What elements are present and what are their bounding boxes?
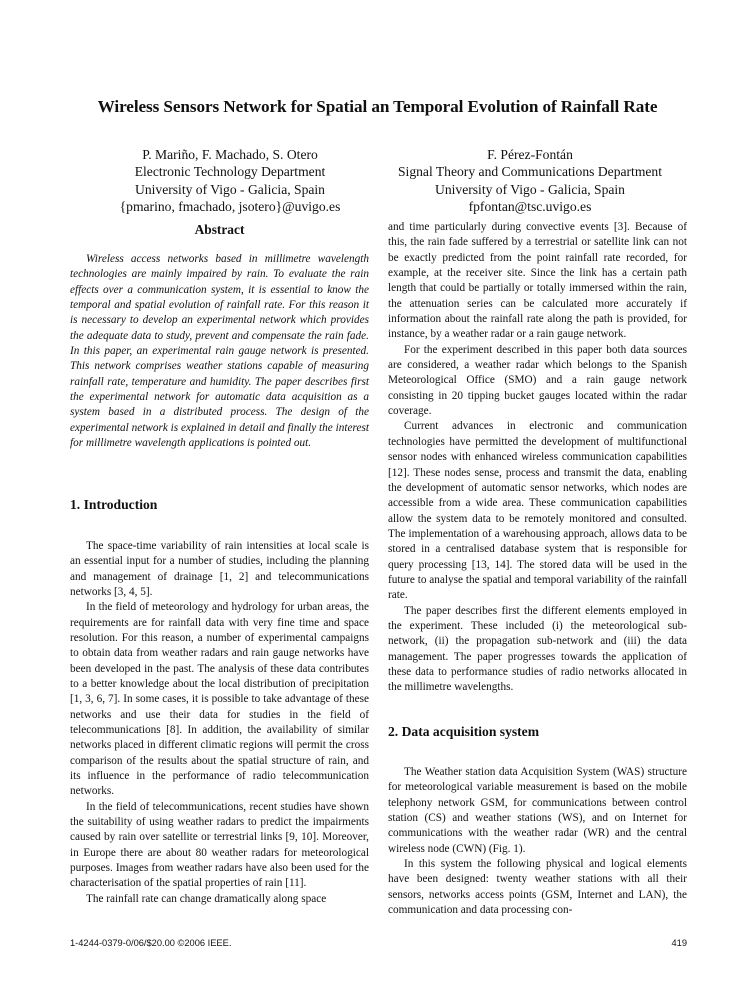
author-email: {pmarino, fmachado, jsotero}@uvigo.es [119,198,341,214]
paragraph: The Weather station data Acquisition System (WAS) structure for meteorological variable measurement is based on the mobile telephony network GSM, for communications between control station (CS) and weather stations (WS), and on Internet for communications with the weather radar (WR) and the central wireless node (CWN) (Fig. 1). [388,766,687,855]
paragraph: For the experiment described in this paper both data sources are considered, a weather radar which belongs to the Spanish Meteorological Office (SMO) and a rain gauge network consisting in 20 tipping bucket gauges located within the radar coverage. [388,343,687,418]
author-email: fpfontan@tsc.uvigo.es [468,198,592,214]
author-department: Signal Theory and Communications Department [397,164,663,180]
paragraph: In the field of telecommunications, recent studies have shown the suitability of using weather radars to predict the impairments caused by rain over satellite or terrestrial links [9, 10]. Moreover, in Europe there are about 80 weather radars for meteorological purposes. Images from weather radars have also been used for the characterisation of the spatial properties of rain [11]. [70,800,369,890]
paragraph: The space-time variability of rain intensities at local scale is an essential input for a number of studies, including the planning and management of drainage [1, 2] and telecommunications networks [3, 4, 5]. [70,539,369,598]
abstract [70,252,369,451]
abstract-heading: Abstract [194,222,245,237]
paragraph: In the field of meteorology and hydrology for urban areas, the requirements are for rainfall data with very fine time and space resolution. For this reason, a number of experimental campaigns to obtain data from weather radars and rain gauge networks have been developed in the past. The analysis of these data contributes to a better knowledge about the local distribution of precipitation [1, 3, 6, 7]. In some cases, it is possible to take advantage of these networks and use their data for studies in the field of telecommunications [8]. In addition, the availability of similar networks placed in different climatic regions will permit the cross comparison of the results about the spatial structure of rain, and its influence in the performance of radio telecommunication networks. [70,601,369,798]
author-department: Electronic Technology Department [134,164,326,180]
paragraph: In this system the following physical and logical elements have been designed: twenty weather stations with all their sensors, networks access points (GSM, Internet and LAN), the communication and data processing con- [388,858,687,917]
section-heading-data-acquisition: 2. Data acquisition system [388,723,540,739]
author-affiliation: University of Vigo - Galicia, Spain [135,181,325,197]
copyright-notice: 1-4244-0379-0/06/$20.00 ©2006 IEEE. [70,938,232,948]
author-names: P. Mariño, F. Machado, S. Otero [142,147,318,162]
right-column [388,220,687,918]
author-block-2 [360,146,700,215]
left-column [70,222,369,907]
page-number: 419 [671,938,687,948]
paragraph: The paper describes first the different elements employed in the experiment. These included (i) the meteorological sub-network, (ii) the propagation sub-network and (iii) the data management. The paper progresses towards the application of these data to performance studies of radio networks allocated in the millimetre wavelengths. [388,604,687,694]
abstract-text: Wireless access networks based in millimetre wavelength technologies are mainly impaired by rain. To evaluate the rain effects over a communication system, it is essential to know the temporal and spatial evolution of rainfall rate. For this reason it is necessary to develop an experimental network which provides the adequate data to study, prevent and compensate the rain fade. In this paper, an experimental rain gauge network is presented. This network comprises weather stations capable of measuring rainfall rate, temperature and humidity. The paper describes first the experimental network for automatic data acquisition as a system based in a distributed process. The design of the experimental network is explained in detail and finally the interest for millimetre wavelength applications is pointed out. [70,253,369,450]
paragraph: and time particularly during convective events [3]. Because of this, the rain fade suffered by a terrestrial or satellite link can not be exactly predicted from the point rainfall rate recorded, for example, at the receiver site. Since the link has a certain path length that could be partially or totally immersed within the rain, the attenuation series can be calculated more accurately if information about the rainfall rate along the path is provided, for instance, by a weather radar or a rain gauge network. [388,221,687,341]
paragraph: The rainfall rate can change dramatically along space [86,892,327,905]
paper-title: Wireless Sensors Network for Spatial an Temporal Evolution of Rainfall Rate [97,97,658,116]
section-heading-introduction: 1. Introduction [70,497,158,513]
author-block-1 [60,146,400,215]
author-names: F. Pérez-Fontán [487,147,573,162]
paragraph: Current advances in electronic and communication technologies have permitted the development of multifunctional sensor nodes with enhanced wireless communication capabilities [12]. These nodes sense, process and transmit the data, enabling the development of automatic sensor networks, which nodes are accessible from a wide area. These communication capabilities allow the system data to be remotely monitored and consulted. The implementation of a warehousing approach, allows data to be stored in a centralised database system that is responsible for query processing [13, 14]. The stored data will be used in the future to analyse the spatial and temporal variability of the rainfall rate. [388,420,687,602]
author-affiliation: University of Vigo - Galicia, Spain [435,181,625,197]
